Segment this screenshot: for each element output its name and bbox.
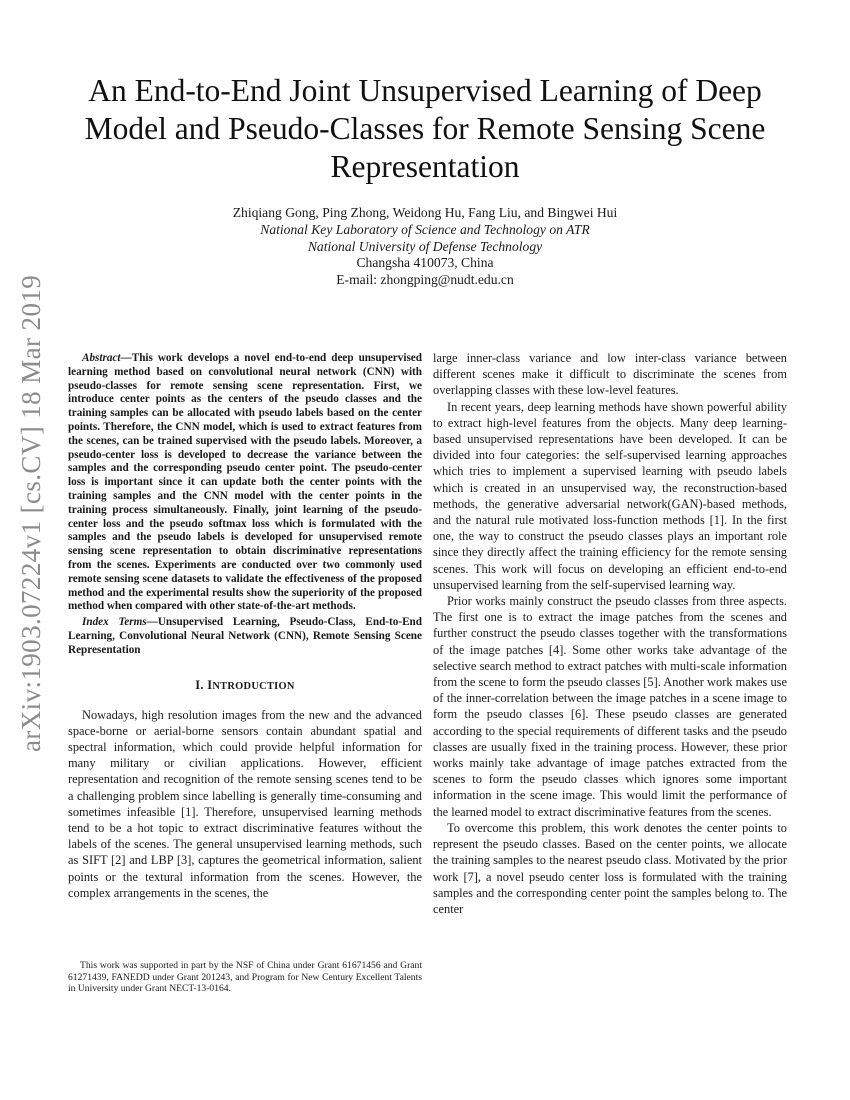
intro-paragraph-1: Nowadays, high resolution images from the new and the advanced space-borne or aerial-borne sensors contain abundant spatial and spectral information, which could provide helpful information for many military or civilian applications. However, efficient representation and recognition of the remote sensing scenes tend to be a challenging problem since labelling is generally time-consuming and sometimes infeasible [1]. Therefore, unsupervised learning methods tend to be a hot topic to extract discriminative features without the labels of the scenes. The general unsupervised learning methods, such as SIFT [2] and LBP [3], captures the geometrical information, salient points or the textural information from the scenes. However, the complex arrangements in the scenes, the [68,707,422,900]
author-list: Zhiqiang Gong, Ping Zhong, Weidong Hu, Fang Liu, and Bingwei Hui [232,205,618,220]
section-heading-introduction [68,678,422,693]
index-terms-label: Index Terms [82,616,147,629]
intro-paragraph-2: In recent years, deep learning methods have shown powerful ability to extract high-level features from the objects. Many deep learning-based unsupervised representations have been developed. It can be divided into four categories: the self-supervised learning approaches which tries to implement a supervised learning with pseudo labels which is created in an unsupervised way, the reconstruction-based methods, the generative adversarial network(GAN)-based methods, and the natural rule motivated loss-function methods [1]. In the first one, the way to construct the pseudo classes plays an important role since they directly affect the training efficiency for the remote sensing scenes. This work will focus on developing an efficient end-to-end unsupervised learning from the self-supervised learning way. [433,399,787,592]
left-column [68,352,422,901]
affiliation-location: Changsha 410073, China [356,255,494,271]
arxiv-identifier-stamp: arXiv:1903.07224v1 [cs.CV] 18 Mar 2019 [16,274,46,752]
section-title-rest: NTRODUCTION [212,680,295,692]
title-block [60,72,790,186]
intro-paragraph-4: To overcome this problem, this work denotes the center points to represent the pseudo classes. Based on the center points, we allocate the training samples to the nearest pseudo class. Motivated by the prior work [7], a novel pseudo center loss is formulated with the training samples and the corresponding center point the samples belong to. The center [433,820,787,916]
intro-paragraph-continued: large inner-class variance and low inter-class variance between different scenes make it difficult to discriminate the scenes from overlapping classes with these low-level features. [433,351,787,398]
affiliation-lab: National Key Laboratory of Science and Technology on ATR [260,221,590,237]
intro-paragraph-3: Prior works mainly construct the pseudo classes from three aspects. The first one is to extract the image patches from the scenes and further construct the pseudo classes together with the transformations of the image patches [4]. Some other works take advantage of the selective search method to extract patches with multi-scale information from the scene to form the pseudo classes [5]. Another work makes use of the inner-correlation between the image patches in a scene image to form the pseudo classes [6]. These pseudo classes are generated according to the special requirements of different tasks and the pseudo classes are usually fixed in the training process. However, these prior works mainly take advantage of image patches extracted from the scenes to form the pseudo classes which ignores some important information in the scene image. This would limit the performance of the learned model to extract discriminative features from the scenes. [433,594,787,819]
contact-email: E-mail: zhongping@nudt.edu.cn [336,272,514,288]
paper-title: An End-to-End Joint Unsupervised Learning of Deep Model and Pseudo-Classes for Remote Sensing Scene Representation [84,73,766,184]
author-block [150,205,700,289]
abstract [68,352,422,614]
abstract-text: —This work develops a novel end-to-end deep unsupervised learning method based on convolutional neural network (CNN) with pseudo-classes for remote sensing scene representation. First, we introduce center points as the centers of the pseudo classes and the training samples can be allocated with pseudo labels based on the center points. Therefore, the CNN model, which is used to extract features from the scenes, can be trained supervised with the pseudo labels. Moreover, a pseudo-center loss is developed to decrease the variance between the samples and the corresponding pseudo center point. The pseudo-center loss is important since it can update both the center points with the training samples and the CNN model with the center points in the training process simultaneously. Finally, joint learning of the pseudo-center loss and the pseudo softmax loss which is formulated with the samples and the pseudo labels is developed for unsupervised remote sensing scene representation to obtain discriminative representations from the scenes. Experiments are conducted over two commonly used remote sensing scene datasets to validate the effectiveness of the proposed method and the experimental results show the superiority of the proposed method when compared with other state-of-the-art methods. [68,352,422,613]
section-number: I. [195,677,208,692]
index-terms [68,616,422,657]
section-initial: I [207,677,213,692]
right-column [433,350,787,917]
abstract-label: Abstract [82,352,121,364]
affiliation-university: National University of Defense Technology [307,238,543,254]
funding-footnote: This work was supported in part by the NSF of China under Grant 61671456 and Grant 61271439, FANEDD under Grant 201243, and Program for New Century Excellent Talents in University under Grant NECT-13-0164. [68,960,422,995]
index-terms-text: —Unsupervised Learning, Pseudo-Class, End-to-End Learning, Convolutional Neural Network (CNN), Remote Sensing Scene Representation [68,616,422,656]
